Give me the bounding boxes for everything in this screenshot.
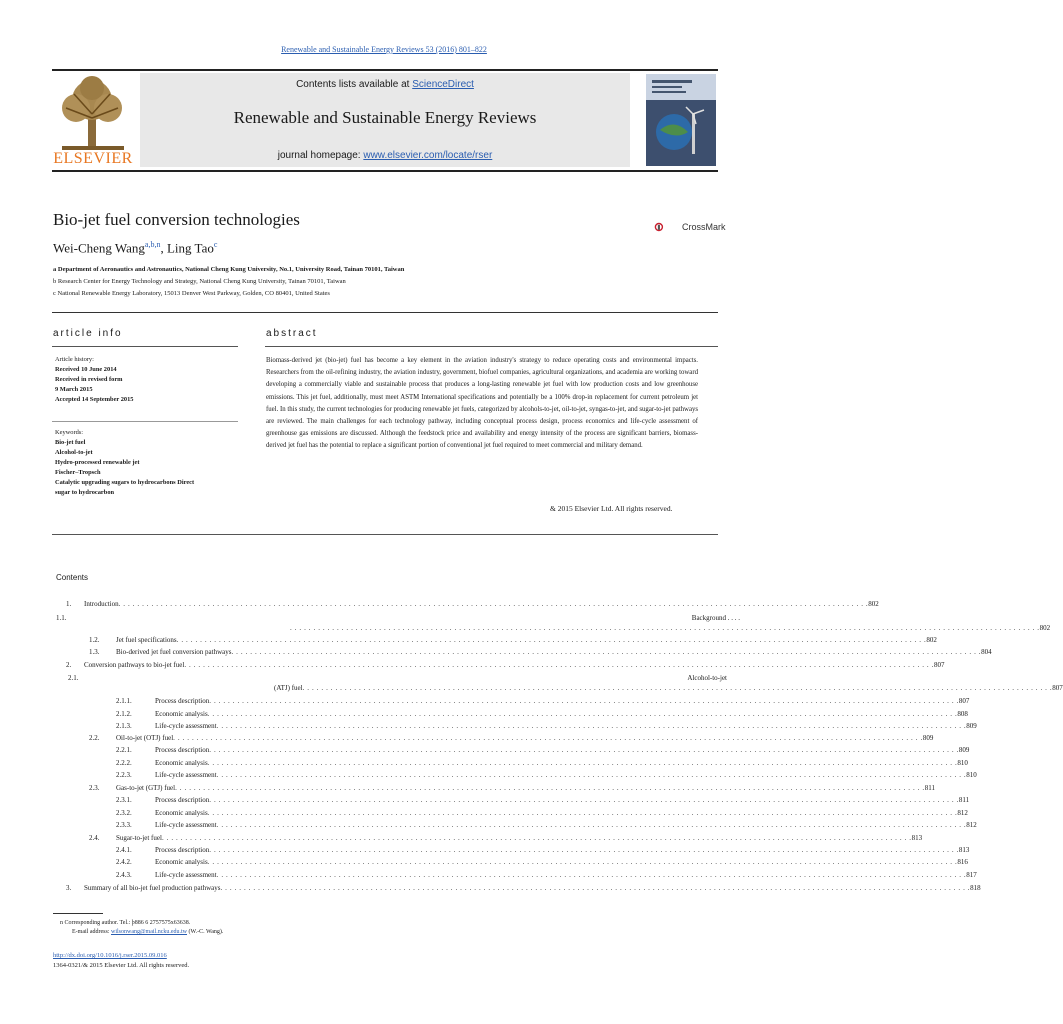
toc-entry[interactable] — [155, 846, 970, 854]
toc-entry-number: 1.3. — [89, 648, 100, 656]
toc-entry-link[interactable]: Economic analysis — [155, 858, 208, 866]
issn-line: 1364-0321/& 2015 Elsevier Ltd. All rights reserved. — [53, 962, 190, 969]
author-list — [53, 240, 217, 256]
toc-entry[interactable] — [155, 858, 968, 866]
toc-leader-dots: . . . . . . . . . . . . . . . . . . . . . . . . . . . . . . . . . . . . . . . . . . . . . . . . . . . . . . . . . . . . . . . . . . . . . . . . . . . . . . . . . . . . . . . . . . . . . . . . . . . . . . . . . . . . . . . . . . . . . . . . . . . . . . . . . . . . . . . . . . . . . . . . . . . . . . . . . . . . . . . . — [207, 710, 958, 718]
keyword: Alcohol-to-jet — [55, 449, 93, 456]
history-item: 9 March 2015 — [55, 386, 93, 393]
email-label: E-mail address: — [72, 929, 111, 935]
toc-page-number: 816 — [957, 858, 968, 866]
toc-leader-dots: . . . . . . . . . . . . . . . . . . . . . . . . . . . . . . . . . . . . . . . . . . . . . . . . . . . . . . . . . . . . . . . . . . . . . . . . . . . . . . . . . . . . . . . . . . . . . . . . . . . . . . . . . . . . . . . . . . . . . . . . . . . . . . . . . . . . . . . . . . . . . . . . . . . . . . . . . . . . . . . . — [118, 600, 869, 608]
toc-page-number: 818 — [970, 884, 981, 892]
crossmark-label[interactable]: CrossMark — [682, 222, 726, 232]
toc-entry-link[interactable]: Oil-to-jet (OTJ) fuel — [116, 734, 174, 742]
toc-entry[interactable] — [155, 759, 968, 767]
toc-entry-link[interactable]: Process description — [155, 697, 210, 705]
article-history — [55, 355, 134, 405]
crossmark-icon[interactable] — [654, 213, 682, 241]
corresponding-author-note: n Corresponding author. Tel.: þ886 6 2757575x63638. — [60, 920, 191, 926]
toc-page-number: 802 — [1039, 624, 1051, 632]
toc-entry[interactable] — [155, 746, 970, 754]
toc-entry-link[interactable]: Sugar-to-jet fuel — [116, 834, 162, 842]
author-name: Ling Tao — [166, 240, 214, 256]
toc-entry[interactable] — [116, 734, 934, 742]
history-item: Received in revised form — [55, 376, 123, 383]
toc-leader-dots: . . . . . . . . . . . . . . . . . . . . . . . . . . . . . . . . . . . . . . . . . . . . . . . . . . . . . . . . . . . . . . . . . . . . . . . . . . . . . . . . . . . . . . . . . . . . . . . . . . . . . . . . . . . . . . . . . . . . . . . . . . . . . . . . . . . . . . . . . . . . . . . . . . . . . . . . . . . . . . . . — [290, 624, 1040, 632]
toc-page-number: 811 — [958, 796, 970, 804]
toc-entry-link[interactable]: Summary of all bio-jet fuel production pathways — [84, 884, 221, 892]
toc-entry[interactable] — [84, 661, 945, 669]
toc-entry[interactable] — [116, 648, 992, 656]
toc-entry[interactable] — [155, 821, 977, 829]
toc-entry-link[interactable]: Life-cycle assessment — [155, 821, 217, 829]
toc-page-number: 813 — [911, 834, 923, 842]
keyword: Bio-jet fuel — [55, 439, 86, 446]
toc-entry-number: 2.1.3. — [116, 722, 132, 730]
toc-page-number: 807 — [958, 697, 970, 705]
toc-leader-dots: . . . . . . . . . . . . . . . . . . . . . . . . . . . . . . . . . . . . . . . . . . . . . . . . . . . . . . . . . . . . . . . . . . . . . . . . . . . . . . . . . . . . . . . . . . . . . . . . . . . . . . . . . . . . . . . . . . . . . . . . . . . . . . . . . . . . . . . . . . . . . . . . . . . . . . . . . . . . . . . . — [176, 636, 927, 644]
toc-entry[interactable] — [155, 771, 977, 779]
toc-leader-dots: . . . . . . . . . . . . . . . . . . . . . . . . . . . . . . . . . . . . . . . . . . . . . . . . . . . . . . . . . . . . . . . . . . . . . . . . . . . . . . . . . . . . . . . . . . . . . . . . . . . . . . . . . . . . . . . . . . . . . . . . . . . . . . . . . . . . . . . . . . . . . . . . . . . . . . . . . . . . . . . . — [175, 784, 925, 792]
toc-entry-page-row — [274, 684, 1063, 692]
abstract-heading: abstract — [266, 328, 318, 339]
toc-page-number: 809 — [958, 746, 970, 754]
toc-entry-number: 3. — [66, 884, 72, 892]
journal-title: Renewable and Sustainable Energy Reviews — [233, 108, 537, 127]
history-item: Accepted 14 September 2015 — [55, 396, 134, 403]
toc-entry-number: 2.1.1. — [116, 697, 132, 705]
toc-entry-link[interactable]: Economic analysis — [155, 759, 208, 767]
toc-entry-number: 2.3.1. — [116, 796, 132, 804]
toc-entry-link[interactable]: Jet fuel specifications — [116, 636, 177, 644]
toc-entry-number: 2. — [66, 661, 72, 669]
homepage-prefix: journal homepage: — [277, 150, 364, 161]
keyword: Fischer–Tropsch — [55, 469, 101, 476]
toc-page-number: 809 — [922, 734, 934, 742]
toc-page-number: 807 — [1052, 684, 1063, 692]
publisher-name: ELSEVIER — [53, 150, 133, 167]
toc-entry-number: 2.1.2. — [116, 710, 132, 718]
toc-leader-dots: . . . . . . . . . . . . . . . . . . . . . . . . . . . . . . . . . . . . . . . . . . . . . . . . . . . . . . . . . . . . . . . . . . . . . . . . . . . . . . . . . . . . . . . . . . . . . . . . . . . . . . . . . . . . . . . . . . . . . . . . . . . . . . . . . . . . . . . . . . . . . . . . . . . . . . . . . . . . . . . . — [184, 661, 934, 669]
keyword: Catalytic upgrading sugars to hydrocarbons Direct — [55, 479, 195, 486]
toc-page-number: 807 — [933, 661, 945, 669]
article-info-rule — [52, 346, 238, 347]
sciencedirect-link[interactable]: ScienceDirect — [412, 79, 474, 90]
toc-page-number: 809 — [966, 722, 977, 730]
email-suffix: (W.-C. Wang). — [187, 929, 224, 935]
toc-leader-dots: . . . . . . . . . . . . . . . . . . . . . . . . . . . . . . . . . . . . . . . . . . . . . . . . . . . . . . . . . . . . . . . . . . . . . . . . . . . . . . . . . . . . . . . . . . . . . . . . . . . . . . . . . . . . . . . . . . . . . . . . . . . . . . . . . . . . . . . . . . . . . . . . . . . . . . . . . . . . . . . . — [231, 648, 982, 656]
toc-leader-dots: . . . . . . . . . . . . . . . . . . . . . . . . . . . . . . . . . . . . . . . . . . . . . . . . . . . . . . . . . . . . . . . . . . . . . . . . . . . . . . . . . . . . . . . . . . . . . . . . . . . . . . . . . . . . . . . . . . . . . . . . . . . . . . . . . . . . . . . . . . . . . . . . . . . . . . . . . . . . . . . . — [209, 746, 959, 754]
toc-leader-dots: . . . . . . . . . . . . . . . . . . . . . . . . . . . . . . . . . . . . . . . . . . . . . . . . . . . . . . . . . . . . . . . . . . . . . . . . . . . . . . . . . . . . . . . . . . . . . . . . . . . . . . . . . . . . . . . . . . . . . . . . . . . . . . . . . . . . . . . . . . . . . . . . . . . . . . . . . . . . . . . . — [209, 796, 959, 804]
keywords-rule — [52, 421, 238, 422]
toc-entry[interactable] — [116, 834, 923, 842]
toc-page-number: 812 — [966, 821, 977, 829]
toc-entry-number: 2.2. — [89, 734, 100, 742]
toc-entry-link[interactable]: Background . . . . — [691, 614, 740, 622]
toc-entry-number: 1. — [66, 600, 72, 608]
author-name: Wei-Cheng Wang — [53, 240, 145, 256]
author-affiliation-marks[interactable]: c — [213, 240, 218, 249]
toc-leader-dots: . . . . . . . . . . . . . . . . . . . . . . . . . . . . . . . . . . . . . . . . . . . . . . . . . . . . . . . . . . . . . . . . . . . . . . . . . . . . . . . . . . . . . . . . . . . . . . . . . . . . . . . . . . . . . . . . . . . . . . . . . . . . . . . . . . . . . . . . . . . . . . . . . . . . . . . . . . . . . . . . — [220, 884, 971, 892]
toc-page-number: 802 — [926, 636, 937, 644]
toc-entry-number: 2.3.2. — [116, 809, 132, 817]
toc-entry-number: 2.4.3. — [116, 871, 132, 879]
toc-entry[interactable] — [84, 600, 879, 608]
toc-leader-dots: . . . . . . . . . . . . . . . . . . . . . . . . . . . . . . . . . . . . . . . . . . . . . . . . . . . . . . . . . . . . . . . . . . . . . . . . . . . . . . . . . . . . . . . . . . . . . . . . . . . . . . . . . . . . . . . . . . . . . . . . . . . . . . . . . . . . . . . . . . . . . . . . . . . . . . . . . . . . . . . . — [207, 809, 958, 817]
history-item: Received 10 June 2014 — [55, 366, 117, 373]
affiliation-a: a Department of Aeronautics and Astronautics, National Cheng Kung University, No.1, University Road, Tainan 70101, Taiwan — [53, 266, 405, 273]
toc-entry-page-row — [290, 624, 1051, 632]
toc-leader-dots: . . . . . . . . . . . . . . . . . . . . . . . . . . . . . . . . . . . . . . . . . . . . . . . . . . . . . . . . . . . . . . . . . . . . . . . . . . . . . . . . . . . . . . . . . . . . . . . . . . . . . . . . . . . . . . . . . . . . . . . . . . . . . . . . . . . . . . . . . . . . . . . . . . . . . . . . . . . . . . . . — [207, 759, 958, 767]
toc-page-number: 810 — [957, 759, 968, 767]
toc-entry-number: 2.3. — [89, 784, 100, 792]
toc-entry-link[interactable]: Alcohol-to-jet — [687, 674, 727, 682]
toc-page-number: 808 — [957, 710, 968, 718]
toc-entry-number: 2.2.1. — [116, 746, 132, 754]
abstract-rule — [265, 346, 718, 347]
toc-leader-dots: . . . . . . . . . . . . . . . . . . . . . . . . . . . . . . . . . . . . . . . . . . . . . . . . . . . . . . . . . . . . . . . . . . . . . . . . . . . . . . . . . . . . . . . . . . . . . . . . . . . . . . . . . . . . . . . . . . . . . . . . . . . . . . . . . . . . . . . . . . . . . . . . . . . . . . . . . . . . . . . . — [161, 834, 912, 842]
toc-leader-dots: . . . . . . . . . . . . . . . . . . . . . . . . . . . . . . . . . . . . . . . . . . . . . . . . . . . . . . . . . . . . . . . . . . . . . . . . . . . . . . . . . . . . . . . . . . . . . . . . . . . . . . . . . . . . . . . . . . . . . . . . . . . . . . . . . . . . . . . . . . . . . . . . . . . . . . . . . . . . . . . . — [216, 722, 967, 730]
toc-leader-dots: . . . . . . . . . . . . . . . . . . . . . . . . . . . . . . . . . . . . . . . . . . . . . . . . . . . . . . . . . . . . . . . . . . . . . . . . . . . . . . . . . . . . . . . . . . . . . . . . . . . . . . . . . . . . . . . . . . . . . . . . . . . . . . . . . . . . . . . . . . . . . . . . . . . . . . . . . . . . . . . . — [209, 697, 959, 705]
toc-entry[interactable] — [116, 784, 935, 792]
toc-leader-dots: . . . . . . . . . . . . . . . . . . . . . . . . . . . . . . . . . . . . . . . . . . . . . . . . . . . . . . . . . . . . . . . . . . . . . . . . . . . . . . . . . . . . . . . . . . . . . . . . . . . . . . . . . . . . . . . . . . . . . . . . . . . . . . . . . . . . . . . . . . . . . . . . . . . . . . . . . . . . . . . . — [216, 821, 967, 829]
toc-entry-number: 2.2.3. — [116, 771, 132, 779]
contents-prefix: Contents lists available at — [296, 79, 413, 90]
abstract-copyright: & 2015 Elsevier Ltd. All rights reserved. — [550, 504, 673, 513]
toc-page-number: 802 — [868, 600, 879, 608]
toc-entry-link[interactable]: Economic analysis — [155, 809, 208, 817]
toc-entry-link-continued[interactable]: (ATJ) fuel — [274, 684, 303, 692]
toc-entry-link[interactable]: Process description — [155, 746, 210, 754]
toc-entry-number: 2.1. — [68, 674, 79, 682]
article-info-heading: article info — [53, 328, 123, 339]
toc-entry-link[interactable]: Gas-to-jet (GTJ) fuel — [116, 784, 176, 792]
journal-homepage-line — [140, 150, 630, 161]
toc-page-number: 812 — [957, 809, 968, 817]
toc-entry-number: 1.1. — [56, 614, 67, 622]
toc-leader-dots: . . . . . . . . . . . . . . . . . . . . . . . . . . . . . . . . . . . . . . . . . . . . . . . . . . . . . . . . . . . . . . . . . . . . . . . . . . . . . . . . . . . . . . . . . . . . . . . . . . . . . . . . . . . . . . . . . . . . . . . . . . . . . . . . . . . . . . . . . . . . . . . . . . . . . . . . . . . . . . . . — [209, 846, 959, 854]
toc-entry-link[interactable]: Life-cycle assessment — [155, 771, 217, 779]
toc-leader-dots: . . . . . . . . . . . . . . . . . . . . . . . . . . . . . . . . . . . . . . . . . . . . . . . . . . . . . . . . . . . . . . . . . . . . . . . . . . . . . . . . . . . . . . . . . . . . . . . . . . . . . . . . . . . . . . . . . . . . . . . . . . . . . . . . . . . . . . . . . . . . . . . . . . . . . . . . . . . . . . . . — [173, 734, 923, 742]
contents-available-line — [140, 79, 630, 90]
section-divider — [52, 312, 718, 313]
contents-title: Contents — [56, 573, 89, 582]
toc-entry[interactable] — [155, 809, 968, 817]
toc-page-number: 804 — [981, 648, 992, 656]
email-note — [72, 929, 223, 935]
author-affiliation-marks[interactable]: a,b,n — [144, 240, 161, 249]
toc-entry-number: 2.3.3. — [116, 821, 132, 829]
keyword: sugar to hydrocarbon — [55, 489, 115, 496]
toc-entry-link[interactable]: Life-cycle assessment — [155, 722, 217, 730]
affiliation-c: c National Renewable Energy Laboratory, 15013 Denver West Parkway, Golden, CO 80401, United States — [53, 290, 330, 297]
toc-page-number: 817 — [966, 871, 977, 879]
toc-entry-link[interactable]: Introduction — [84, 600, 119, 608]
journal-homepage-link[interactable]: www.elsevier.com/locate/rser — [363, 150, 493, 161]
toc-entry-link[interactable]: Process description — [155, 846, 210, 854]
toc-entry-number: 2.4.2. — [116, 858, 132, 866]
toc-entry-number: 1.2. — [89, 636, 100, 644]
toc-entry[interactable] — [155, 871, 977, 879]
journal-reference-link[interactable]: Renewable and Sustainable Energy Reviews 53 (2016) 801–822 — [281, 45, 487, 54]
header-bottom-rule — [52, 170, 718, 172]
doi-link[interactable]: http://dx.doi.org/10.1016/j.rser.2015.09.016 — [53, 952, 167, 959]
toc-entry-number: 2.4.1. — [116, 846, 132, 854]
toc-leader-dots: . . . . . . . . . . . . . . . . . . . . . . . . . . . . . . . . . . . . . . . . . . . . . . . . . . . . . . . . . . . . . . . . . . . . . . . . . . . . . . . . . . . . . . . . . . . . . . . . . . . . . . . . . . . . . . . . . . . . . . . . . . . . . . . . . . . . . . . . . . . . . . . . . . . . . . . . . . . . . . . . — [216, 771, 967, 779]
toc-leader-dots: . . . . . . . . . . . . . . . . . . . . . . . . . . . . . . . . . . . . . . . . . . . . . . . . . . . . . . . . . . . . . . . . . . . . . . . . . . . . . . . . . . . . . . . . . . . . . . . . . . . . . . . . . . . . . . . . . . . . . . . . . . . . . . . . . . . . . . . . . . . . . . . . . . . . . . . . . . . . . . . . — [302, 684, 1053, 692]
toc-entry-link[interactable]: Life-cycle assessment — [155, 871, 217, 879]
history-label: Article history: — [55, 356, 94, 363]
toc-entry[interactable] — [116, 636, 937, 644]
toc-leader-dots: . . . . . . . . . . . . . . . . . . . . . . . . . . . . . . . . . . . . . . . . . . . . . . . . . . . . . . . . . . . . . . . . . . . . . . . . . . . . . . . . . . . . . . . . . . . . . . . . . . . . . . . . . . . . . . . . . . . . . . . . . . . . . . . . . . . . . . . . . . . . . . . . . . . . . . . . . . . . . . . . — [207, 858, 958, 866]
toc-entry[interactable] — [155, 796, 970, 804]
header-top-rule — [52, 69, 718, 71]
toc-entry[interactable] — [155, 710, 968, 718]
footnote-rule — [53, 913, 103, 914]
toc-entry[interactable] — [155, 722, 977, 730]
journal-cover-image — [646, 74, 716, 166]
toc-entry-link[interactable]: Conversion pathways to bio-jet fuel — [84, 661, 185, 669]
toc-entry-number: 2.2.2. — [116, 759, 132, 767]
keywords-label: Keywords: — [55, 429, 84, 436]
toc-entry-link[interactable]: Economic analysis — [155, 710, 208, 718]
affiliation-b: b Research Center for Energy Technology and Strategy, National Cheng Kung University, Tainan 70101, Taiwan — [53, 278, 346, 285]
toc-leader-dots: . . . . . . . . . . . . . . . . . . . . . . . . . . . . . . . . . . . . . . . . . . . . . . . . . . . . . . . . . . . . . . . . . . . . . . . . . . . . . . . . . . . . . . . . . . . . . . . . . . . . . . . . . . . . . . . . . . . . . . . . . . . . . . . . . . . . . . . . . . . . . . . . . . . . . . . . . . . . . . . . — [216, 871, 967, 879]
author-email-link[interactable]: wilsonwang@mail.ncku.edu.tw — [111, 929, 188, 935]
article-title: Bio-jet fuel conversion technologies — [53, 210, 300, 229]
toc-entry[interactable] — [155, 697, 970, 705]
toc-entry-link[interactable]: Bio-derived jet fuel conversion pathways — [116, 648, 232, 656]
contents-divider — [52, 534, 718, 535]
keyword: Hydro-processed renewable jet — [55, 459, 140, 466]
toc-page-number: 810 — [966, 771, 977, 779]
toc-entry-link[interactable]: Process description — [155, 796, 210, 804]
toc-page-number: 811 — [924, 784, 935, 792]
toc-page-number: 813 — [958, 846, 970, 854]
author-separator: , — [160, 240, 167, 256]
abstract-text: Biomass-derived jet (bio-jet) fuel has become a key element in the aviation industry's strategy to reduce operating costs and environmental impacts. Researchers from the oil-refining industry, the aviation industry, government, biofuel companies, agricultural organizations, and academia are working toward developing a commercially viable and sustainable process that produces a long-lasting renewable jet fuel with low production costs and low greenhouse emissions. This jet fuel, additionally, must meet ASTM International specifications and potentially be a 100% drop-in replacement for current petroleum jet fuel. In this study, the current technologies for producing renewable jet fuels, categorized by alcohols-to-jet, oil-to-jet, syngas-to-jet, and sugar-to-jet pathways are reviewed. The main challenges for each technology pathway, including conceptual process design, process economics and life-cycle assessment of greenhouse gas emissions are discussed. Although the feedstock price and availability and energy intensity of the process are significant barriers, biomass-derived jet fuel has the potential to replace a significant portion of conventional jet fuel required to meet commercial and military demand. — [266, 357, 698, 450]
keywords-block — [55, 428, 194, 498]
toc-entry[interactable] — [84, 884, 981, 892]
toc-entry-number: 2.4. — [89, 834, 100, 842]
